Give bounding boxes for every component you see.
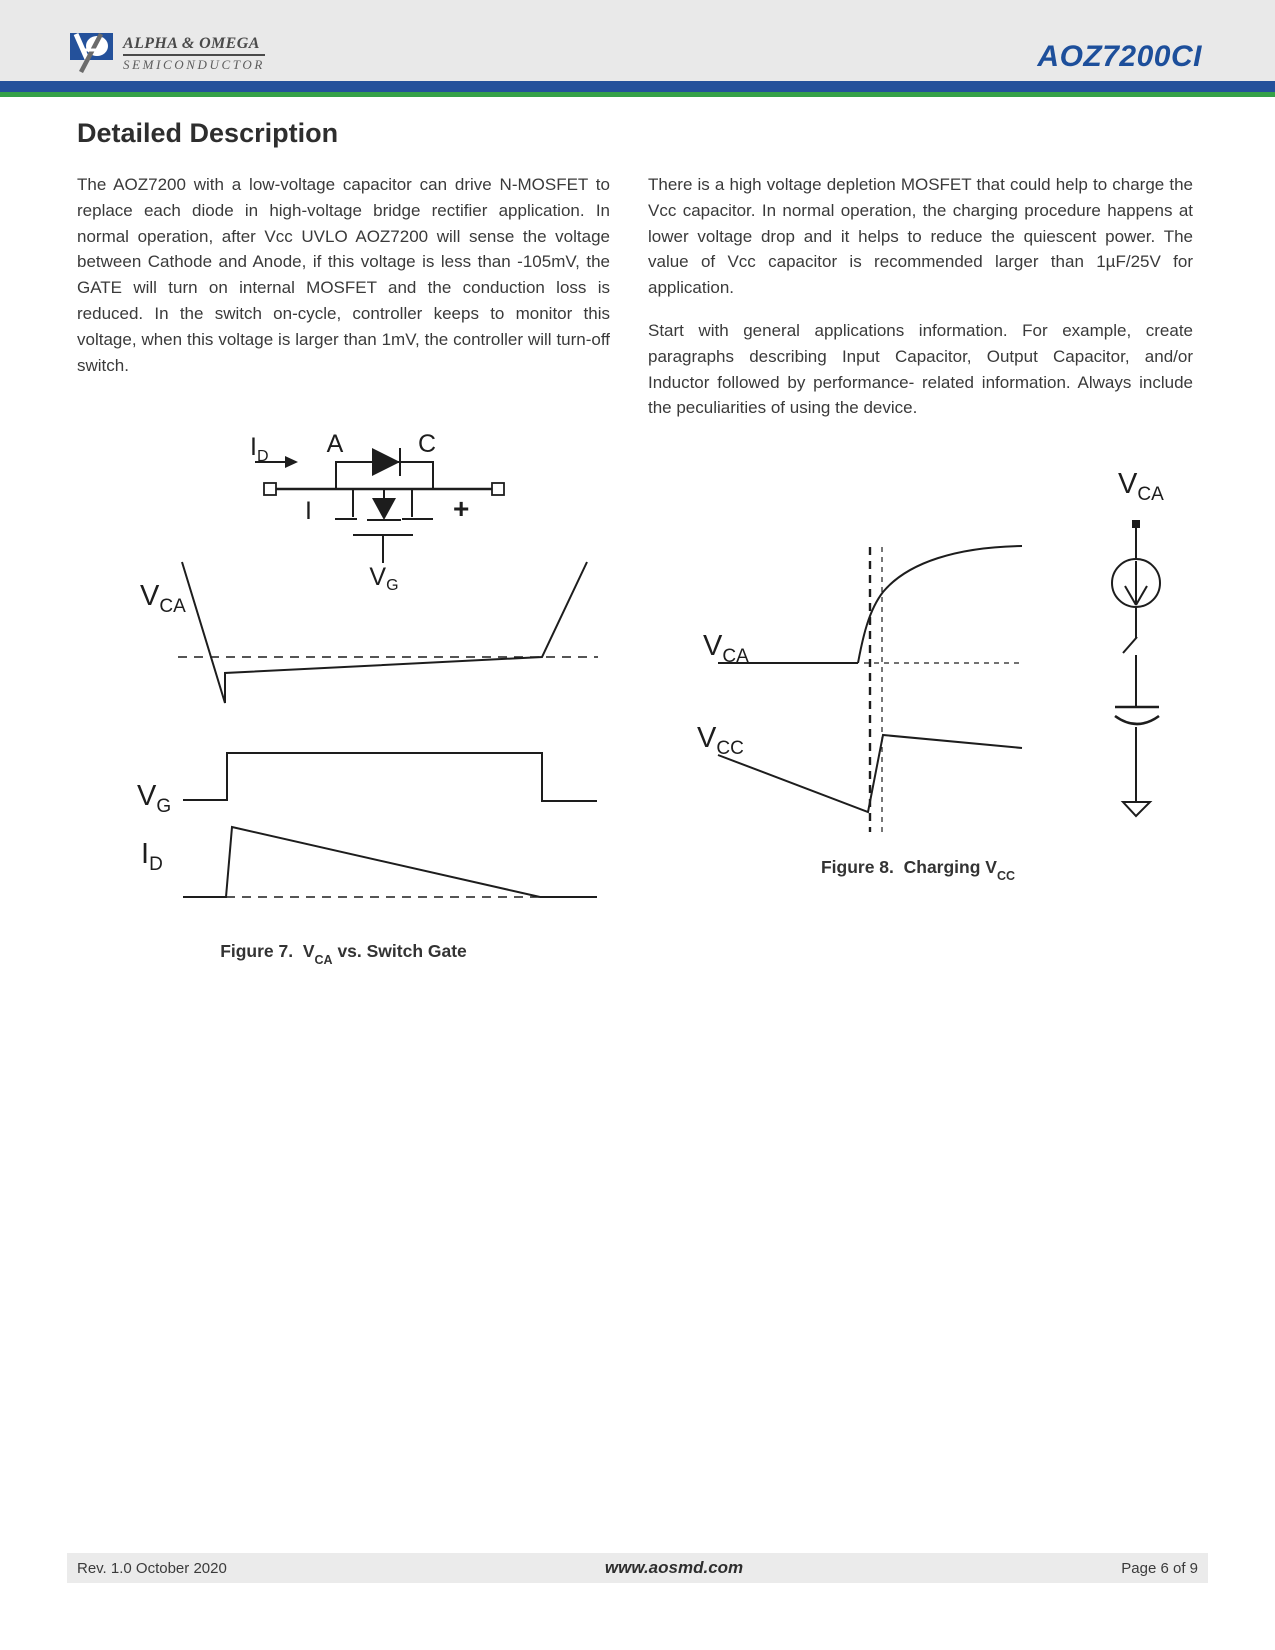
right-column xyxy=(648,172,1193,438)
aos-logo xyxy=(70,33,265,73)
logo-line1: ALPHA & OMEGA xyxy=(123,35,265,56)
right-terminal-icon xyxy=(492,483,504,495)
left-paragraph-1: The AOZ7200 with a low-voltage capacitor can drive N-MOSFET to replace each diode in high-voltage bridge rectifier application. In normal operation, after Vcc UVLO AOZ7200 will sense the voltage between Cathode and Anode, if this voltage is less than -105mV, the GATE will turn on internal MOSFET and the conduction loss is reduced. In the switch on-cycle, controller keeps to monitor this voltage, when this voltage is larger than 1mV, the controller will turn-off switch. xyxy=(77,175,610,375)
left-terminal-icon xyxy=(264,483,276,495)
vca-axis-label: $V_{CA}$ xyxy=(703,630,749,667)
fig7-circuit xyxy=(250,430,504,594)
footer-website: www.aosmd.com xyxy=(604,1558,744,1577)
footer-revision: Rev. 1.0 October 2020 xyxy=(77,1559,227,1577)
switch-icon xyxy=(1123,637,1137,653)
figure7-svg xyxy=(77,405,610,930)
gate-label: $V_G$ xyxy=(369,563,399,594)
mosfet-symbol xyxy=(335,489,433,563)
id-waveform xyxy=(141,827,597,897)
right-paragraph-2: Start with general applications information. For example, create paragraphs describing Input Capacitor, Output Capacitor, and/or Inductor followed by performance- related information. Always include the peculiarities of using the device. xyxy=(648,320,1193,418)
part-number: AOZ7200CI xyxy=(1037,40,1202,73)
ground-icon xyxy=(1123,802,1150,816)
anode-label: A xyxy=(326,430,344,458)
header-blue-bar xyxy=(0,81,1275,92)
vg-waveform xyxy=(137,753,597,817)
right-polarity-label: + xyxy=(453,493,470,524)
footer-page-number: Page 6 of 9 xyxy=(1121,1559,1198,1577)
vca-node-label: $V_{CA}$ xyxy=(1118,468,1164,505)
id-axis-label: $I_D$ xyxy=(141,838,163,875)
left-column xyxy=(77,172,610,395)
vcc-axis-label: $V_{CC}$ xyxy=(697,722,744,759)
figure8-svg xyxy=(648,440,1188,840)
figure7-caption: Figure 7. $V_{CA}$ vs. Switch Gate xyxy=(220,941,467,967)
figure8-caption: Figure 8. Charging $V_{CC}$ xyxy=(820,857,1016,883)
diode-icon xyxy=(372,448,400,476)
logo-line2: SEMICONDUCTOR xyxy=(123,57,265,72)
id-current-label: $I_D$ xyxy=(250,433,269,465)
cathode-label: C xyxy=(417,430,437,458)
section-title: Detailed Description xyxy=(77,118,339,148)
page-footer xyxy=(67,1553,1208,1583)
left-polarity-label: I xyxy=(305,497,312,525)
aos-logo-icon xyxy=(70,33,114,73)
node-square-icon xyxy=(1132,520,1140,528)
vca-charging-waveform xyxy=(703,546,1022,667)
vcc-charging-waveform xyxy=(697,722,1022,812)
capacitor-icon xyxy=(1115,707,1159,724)
right-paragraph-1: There is a high voltage depletion MOSFET that could help to charge the Vcc capacitor. In normal operation, the charging procedure happens at lower voltage drop and it helps to reduce the quiescent power. The value of Vcc capacitor is recommended larger than 1µF/25V for application. xyxy=(648,175,1193,298)
current-source-icon xyxy=(1112,559,1160,607)
vg-axis-label: $V_G$ xyxy=(137,780,172,817)
header-green-bar xyxy=(0,92,1275,97)
charging-circuit xyxy=(1112,468,1164,816)
vca-axis-label: $V_{CA}$ xyxy=(140,580,186,617)
